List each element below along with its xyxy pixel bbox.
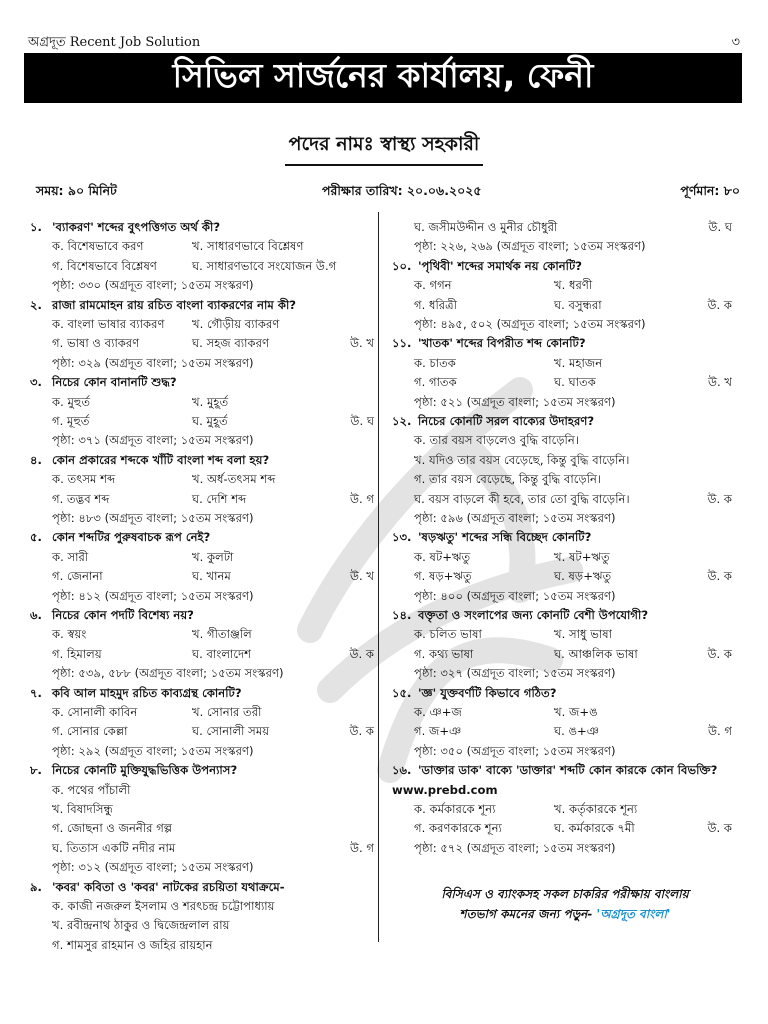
reference: পৃষ্ঠা: ৩৭১ (অগ্রদূত বাংলা; ১৫তম সংস্করণ) xyxy=(52,433,254,448)
options-row: ক. চলিত ভাষা খ. সাধু ভাষা xyxy=(414,627,612,642)
options-row: গ. গাতক ঘ. ঘাতক উ. খ xyxy=(392,373,732,392)
reference: পৃষ্ঠা: ৫৭২ (অগ্রদূত বাংলা; ১৫তম সংস্করণ) xyxy=(414,840,616,855)
option-line: খ. বিষাদসিন্ধু xyxy=(52,801,113,816)
page-number: ৩ xyxy=(731,35,740,50)
reference: পৃষ্ঠা: ৫৯৬ (অগ্রদূত বাংলা; ১৫তম সংস্করণ) xyxy=(414,511,616,526)
option-line: ঘ. তিতাস একটি নদীর নাম উ. গ xyxy=(30,839,374,858)
exam-meta xyxy=(36,183,740,201)
answer: উ. ঘ xyxy=(350,413,374,428)
post-title-wrap xyxy=(0,130,768,166)
answer: উ. ক xyxy=(707,646,732,661)
options-row: ক. বিশেষভাবে করণ খ. সাধারণভাবে বিশ্লেষণ xyxy=(52,239,304,254)
options-row: ক. সোনালী কাবিন খ. সোনার তরী xyxy=(52,704,262,719)
exam-time: সময়: ৯০ মিনিট xyxy=(36,183,117,198)
promo-line-1: বিসিএস ও ব্যাংকসহ সকল চাকরির পরীক্ষায় বাংলায় xyxy=(441,887,689,901)
answer: উ. খ xyxy=(349,336,374,351)
answer: উ. গ xyxy=(708,724,732,739)
option-line: খ. রবীন্দ্রনাথ ঠাকুর ও দ্বিজেন্দ্রলাল রায় xyxy=(52,918,230,933)
question-10: ১০. 'পৃথিবী' শব্দের সমার্থক নয় কোনটি? xyxy=(392,258,583,273)
options-row: গ. হিমালয় ঘ. বাংলাদেশ উ. ক xyxy=(30,645,374,664)
options-row: গ. বিশেষভাবে বিশ্লেষণ ঘ. সাধারণভাবে সংযোজন উ.গ xyxy=(52,258,337,273)
right-column xyxy=(392,218,732,858)
options-row: গ. করণকারকে শূন্য ঘ. কর্মকারকে ৭মী উ. ক xyxy=(392,819,732,838)
options-row: ক. মুহুর্ত খ. মুহূর্ত xyxy=(52,394,229,409)
answer: উ. খ xyxy=(349,569,374,584)
options-row: গ. ধরিত্রী ঘ. বসুন্ধরা উ. ক xyxy=(392,296,732,315)
options-row: গ. সোনার কেল্লা ঘ. সোনালী সময় উ. ক xyxy=(30,722,374,741)
reference: পৃষ্ঠা: ৩১২ (অগ্রদূত বাংলা; ১৫তম সংস্করণ) xyxy=(52,860,254,875)
reference: পৃষ্ঠা: ৫৩৯, ৫৮৮ (অগ্রদূত বাংলা; ১৫তম সংস্করণ) xyxy=(52,666,284,681)
options-row: গ. ভাষা ও ব্যাকরণ ঘ. সহজ ব্যাকরণ উ. খ xyxy=(30,334,374,353)
option-line: ক. তার বয়স বাড়লেও বুদ্ধি বাড়েনি। xyxy=(414,433,579,448)
option-line: ঘ. বয়স বাড়লে কী হবে, তার তো বুদ্ধি বাড়েনি। উ. ক xyxy=(392,490,732,509)
answer: উ. গ xyxy=(350,491,374,506)
question-13: ১৩. 'ষড়ঋতু' শব্দের সন্ধি বিচ্ছেদ কোনটি? xyxy=(392,530,592,545)
options-row: ক. গগন খ. ধরণী xyxy=(414,278,593,293)
question-9: ৯. 'কবর' কবিতা ও 'কবর' নাটকের রচয়িতা যথাক্রমে- xyxy=(30,879,285,894)
option-line: গ. জোছনা ও জননীর গল্প xyxy=(52,821,173,836)
options-row: ক. ঞ+জ খ. জ+ঙ xyxy=(414,705,598,720)
question-16: ১৬. 'ডাক্তার ডাক' বাক্যে 'ডাক্তার' শব্দটি কোন কারকে কোন বিভক্তি? www.prebd.com xyxy=(392,763,718,797)
option-line: ক. কাজী নজরুল ইসলাম ও শরৎচন্দ্র চট্টোপাধ্যায় xyxy=(52,899,275,913)
answer: উ. ক xyxy=(349,646,374,661)
options-row: ক. বাংলা ভাষার ব্যাকরণ খ. গৌড়ীয় ব্যাকরণ xyxy=(52,317,280,331)
option-line: গ. তার বয়স বেড়েছে, কিন্তু বুদ্ধি বাড়েনি। xyxy=(414,472,602,487)
answer: উ. ক xyxy=(349,724,374,739)
options-row: গ. মূহুর্ত ঘ. মুহূর্ত উ. ঘ xyxy=(30,412,374,431)
options-row: গ. তদ্ভব শব্দ ঘ. দেশি শব্দ উ. গ xyxy=(30,490,374,509)
option-line: ক. পথের পাঁচালী xyxy=(52,782,131,797)
reference: পৃষ্ঠা: ৩২৯ (অগ্রদূত বাংলা; ১৫তম সংস্করণ) xyxy=(52,355,254,370)
question-15: ১৫. 'জ্ঞ' যুক্তবর্ণটি কিভাবে গঠিত? xyxy=(392,685,557,700)
promo-block xyxy=(400,884,730,924)
answer: উ. গ xyxy=(350,840,374,855)
question-8: ৮. নিচের কোনটি মুক্তিযুদ্ধভিত্তিক উপন্যাস? xyxy=(30,763,238,778)
question-12: ১২. নিচের কোনটি সরল বাক্যের উদাহরণ? xyxy=(392,414,595,428)
reference: পৃষ্ঠা: ৪১২ (অগ্রদূত বাংলা; ১৫তম সংস্করণ) xyxy=(52,588,254,603)
reference: পৃষ্ঠা: ৪০০ (অগ্রদূত বাংলা; ১৫তম সংস্করণ) xyxy=(414,588,616,603)
question-14: ১৪. বক্তৃতা ও সংলাপের জন্য কোনটি বেশী উপযোগী? xyxy=(392,608,649,623)
option-line: খ. যদিও তার বয়স বেড়েছে, কিন্তু বুদ্ধি বাড়েনি। xyxy=(414,452,630,467)
answer: উ. ক xyxy=(707,569,732,584)
reference: পৃষ্ঠা: ৩৫০ (অগ্রদূত বাংলা; ১৫তম সংস্করণ) xyxy=(414,743,616,758)
options-row: ক. স্বয়ং খ. গীতাঞ্জলি xyxy=(52,627,252,642)
options-row: ক. সারী খ. কুলটা xyxy=(52,549,234,564)
promo-brand: 'অগ্রদূত বাংলা' xyxy=(596,907,671,921)
options-row: ক. ষট+ঋতু খ. ষট+ঋতু xyxy=(414,549,610,564)
question-3: ৩. নিচের কোন বানানটি শুদ্ধ? xyxy=(30,375,177,390)
question-6: ৬. নিচের কোন পদটি বিশেষ্য নয়? xyxy=(30,607,194,622)
options-row: ক. তৎসম শব্দ খ. অর্ধ-তৎসম শব্দ xyxy=(52,472,276,487)
options-row: গ. ষড়+ঋতু ঘ. ষড়+ঋতু উ. ক xyxy=(392,567,732,586)
question-7: ৭. কবি আল মাহমুদ রচিত কাব্যগ্রন্থ কোনটি? xyxy=(30,685,242,700)
reference: পৃষ্ঠা: ৪৯৫, ৫০২ (অগ্রদূত বাংলা; ১৫তম সংস্করণ) xyxy=(414,317,646,331)
answer: উ. খ xyxy=(707,375,732,390)
options-row: ক. কর্মকারকে শূন্য খ. কর্তৃকারকে শূন্য xyxy=(414,802,638,817)
reference: পৃষ্ঠা: ২৯২ (অগ্রদূত বাংলা; ১৫তম সংস্করণ) xyxy=(52,743,254,758)
options-row: গ. জেনানা ঘ. খানম উ. খ xyxy=(30,567,374,586)
options-row: ক. চাতক খ. মহাজন xyxy=(414,355,603,370)
reference: পৃষ্ঠা: ৩২৭ (অগ্রদূত বাংলা; ১৫তম সংস্করণ) xyxy=(414,666,616,681)
question-5: ৫. কোন শব্দটির পুরুষবাচক রূপ নেই? xyxy=(30,530,211,545)
header-brand: অগ্রদূত Recent Job Solution xyxy=(28,35,201,50)
left-column xyxy=(30,218,374,955)
question-2: ২. রাজা রামমোহন রায় রচিত বাংলা ব্যাকরণের নাম কী? xyxy=(30,297,296,312)
option-line: গ. শামসুর রাহমান ও জহির রায়হান xyxy=(52,937,213,952)
reference: পৃষ্ঠা: ৫২১ (অগ্রদূত বাংলা; ১৫তম সংস্করণ) xyxy=(414,394,616,409)
running-header xyxy=(28,33,740,49)
option-line: ঘ. জসীমউদ্দীন ও মুনীর চৌধুরী উ. ঘ xyxy=(392,218,732,237)
question-4: ৪. কোন প্রকারের শব্দকে খাঁটি বাংলা শব্দ বলা হয়? xyxy=(30,452,270,467)
options-row: গ. জ+ঞ ঘ. ঙ+ঞ উ. গ xyxy=(392,722,732,741)
answer: উ. ক xyxy=(707,297,732,312)
promo-line-2: শতভাগ কমনের জন্য পড়ুন- 'অগ্রদূত বাংলা' xyxy=(459,907,671,921)
exam-date: পরীক্ষার তারিখ: ২০.০৬.২০২৫ xyxy=(322,183,482,198)
site-url: www.prebd.com xyxy=(392,782,498,797)
office-banner: সিভিল সার্জনের কার্যালয়, ফেনী xyxy=(24,53,742,103)
question-1: ১. 'ব্যাকরণ' শব্দের বুৎপত্তিগত অর্থ কী? xyxy=(30,220,221,234)
exam-marks: পূর্ণমান: ৮০ xyxy=(680,183,740,198)
answer: উ. ক xyxy=(707,491,732,506)
post-title: পদের নামঃ স্বাস্থ্য সহকারী xyxy=(285,130,484,166)
answer: উ. ঘ xyxy=(708,220,732,234)
answer: উ. ক xyxy=(707,821,732,836)
question-11: ১১. 'খাতক' শব্দের বিপরীত শব্দ কোনটি? xyxy=(392,336,586,351)
options-row: গ. কথ্য ভাষা ঘ. আঞ্চলিক ভাষা উ. ক xyxy=(392,645,732,664)
reference: পৃষ্ঠা: ২২৬, ২৬৯ (অগ্রদূত বাংলা; ১৫তম সংস্করণ) xyxy=(414,239,646,254)
column-divider xyxy=(378,212,379,942)
reference: পৃষ্ঠা: ৪৮৩ (অগ্রদূত বাংলা; ১৫তম সংস্করণ) xyxy=(52,510,254,525)
reference: পৃষ্ঠা: ৩৩০ (অগ্রদূত বাংলা; ১৫তম সংস্করণ) xyxy=(52,278,254,293)
